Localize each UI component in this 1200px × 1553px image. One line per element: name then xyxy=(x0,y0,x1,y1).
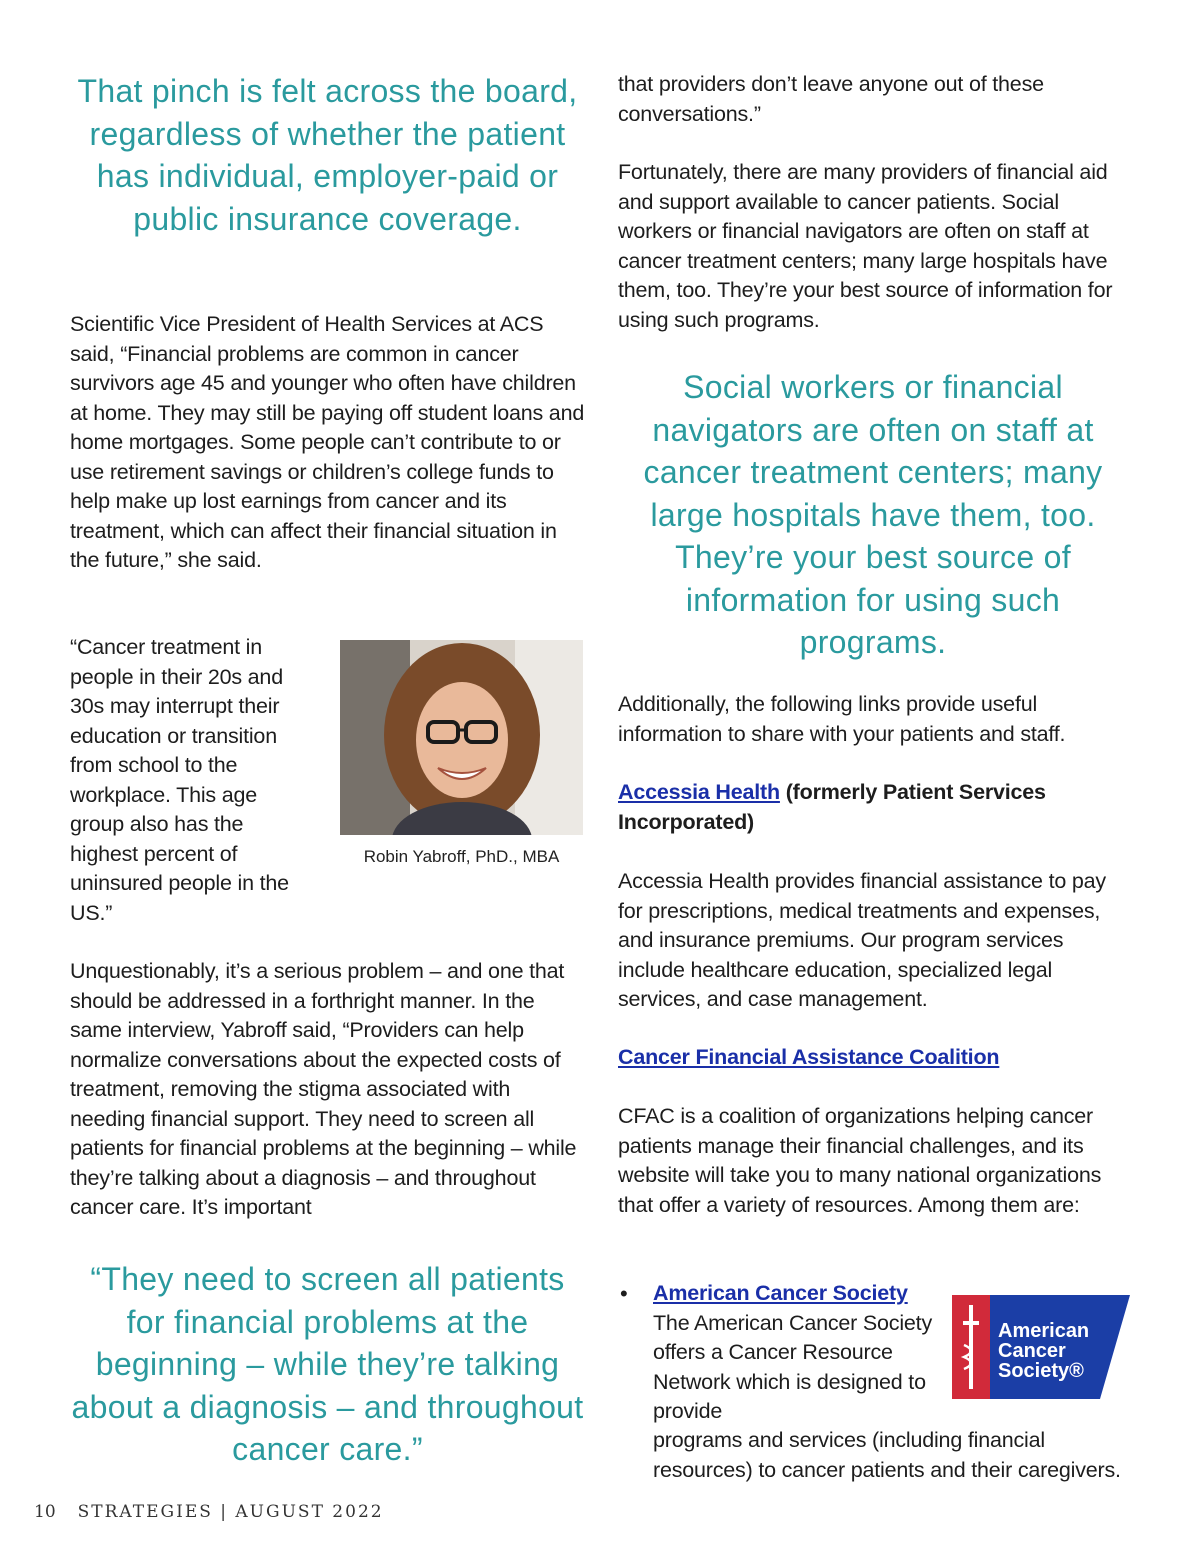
acs-description-1: The American Cancer Society offers a Cancer Resource Network which is designed to provide xyxy=(653,1310,933,1423)
acs-bullet-top xyxy=(653,1279,943,1427)
cfac-link[interactable]: Cancer Financial Assistance Coalition xyxy=(618,1045,1000,1069)
paragraph-financial-problems: Scientific Vice President of Health Services at ACS said, “Financial problems are common in cancer survivors age 45 and younger who often have children at home. They may still be paying off student loans and home mortgages. Some people can’t contribute to or use retirement savings or children’s college funds to help make up lost earnings from cancer and its treatment, which can affect their financial situation in the future,” she said. xyxy=(70,312,585,572)
page-footer xyxy=(34,1502,384,1522)
cfac-heading xyxy=(618,1043,1133,1073)
pull-quote-insurance: That pinch is felt across the board, regardless of whether the patient has individual, employer-paid or public insurance coverage. xyxy=(77,73,578,237)
acs-logo-line2: Cancer xyxy=(998,1340,1066,1362)
american-cancer-society-link[interactable]: American Cancer Society xyxy=(653,1281,908,1305)
accessia-suffix: (formerly Patient Services Incorporated) xyxy=(618,780,1046,834)
publication-name: STRATEGIES | AUGUST 2022 xyxy=(77,1502,384,1522)
paragraph-additionally: Additionally, the following links provide useful information to share with your patients and staff. xyxy=(618,692,1066,746)
paragraph-cfac-description: CFAC is a coalition of organizations helping cancer patients manage their financial challenges, and its website will take you to many national organizations that offer a variety of resources. Among them are: xyxy=(618,1104,1102,1217)
pull-quote-screen-patients: “They need to screen all patients for financial problems at the beginning – while they’re talking about a diagnosis – and throughout cancer care.” xyxy=(71,1261,584,1467)
american-cancer-society-logo xyxy=(952,1295,1130,1399)
acs-logo-line3: Society® xyxy=(998,1360,1084,1382)
paragraph-conversations: that providers don’t leave anyone out of these conversations.” xyxy=(618,72,1044,126)
paragraph-serious-problem: Unquestionably, it’s a serious problem – and one that should be addressed in a forthright manner. In the same interview, Yabroff said, “Providers can help normalize conversations about the expected costs of treatment, removing the stigma associated with needing financial support. They need to screen all patients for financial problems at the beginning – while they’re talking about a diagnosis – and throughout cancer care. It’s important xyxy=(70,959,577,1219)
accessia-heading xyxy=(618,778,1133,837)
pull-quote-social-workers: Social workers or financial navigators are often on staff at cancer treatment centers; many large hospitals have them, too. They’re your best source of information for using such programs. xyxy=(643,369,1103,660)
acs-description-2: programs and services (including financial resources) to cancer patients and their caregivers. xyxy=(653,1428,1121,1482)
paragraph-cancer-treatment-young: “Cancer treatment in people in their 20s and 30s may interrupt their education or transition from school to the workplace. This age group also has the highest percent of uninsured people in the US.” xyxy=(70,635,289,925)
paragraph-fortunately: Fortunately, there are many providers of financial aid and support available to cancer patients. Social workers or financial navigators are often on staff at cancer treatment centers; many large hospitals have them, too. They’re your best source of information for using such programs. xyxy=(618,160,1113,332)
accessia-health-link[interactable]: Accessia Health xyxy=(618,780,780,804)
photo-caption: Robin Yabroff, PhD., MBA xyxy=(363,847,560,866)
paragraph-accessia-description: Accessia Health provides financial assistance to pay for prescriptions, medical treatments and expenses, and insurance premiums. Our program services include healthcare education, specialized legal services, and case management. xyxy=(618,869,1106,1011)
bullet-icon: • xyxy=(620,1281,628,1306)
portrait-photo xyxy=(340,640,583,835)
portrait-illustration xyxy=(340,640,583,835)
page-number: 10 xyxy=(34,1502,56,1522)
acs-logo-line1: American xyxy=(998,1320,1090,1342)
